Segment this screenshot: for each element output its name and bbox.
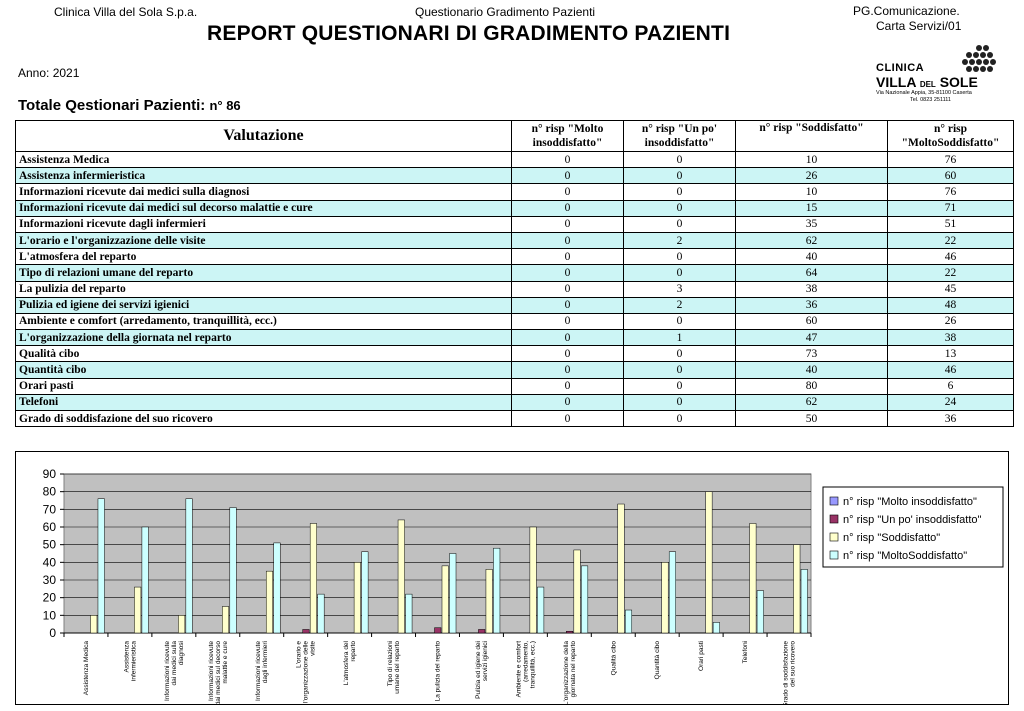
chart-container	[15, 451, 1009, 705]
row-value: 0	[512, 313, 624, 329]
logo-del: DEL	[919, 80, 936, 89]
table-row	[16, 378, 1014, 394]
row-value: 10	[736, 184, 888, 200]
bar	[98, 499, 105, 633]
bar	[178, 615, 185, 633]
table-row	[16, 346, 1014, 362]
row-value: 0	[512, 411, 624, 427]
row-value: 36	[888, 411, 1014, 427]
row-label: Informazioni ricevute dai medici sul decorso malattie e cure	[16, 200, 512, 216]
row-label: Informazioni ricevute dai medici sulla diagnosi	[16, 184, 512, 200]
row-value: 60	[736, 313, 888, 329]
legend-swatch	[830, 515, 838, 523]
row-value: 0	[512, 184, 624, 200]
report-year: Anno: 2021	[18, 66, 80, 80]
row-value: 48	[888, 297, 1014, 313]
bar	[406, 594, 413, 633]
x-tick-label: Tipo di relazioniumane del reparto	[387, 641, 402, 694]
header-molto-soddisfatto: n° risp "MoltoSoddisfatto"	[888, 121, 1014, 152]
row-label: Grado di soddisfazione del suo ricovero	[16, 411, 512, 427]
y-tick-label: 30	[42, 573, 56, 587]
bar	[713, 622, 720, 633]
row-value: 26	[736, 168, 888, 184]
bar	[794, 545, 801, 633]
row-value: 0	[512, 362, 624, 378]
row-value: 0	[512, 330, 624, 346]
row-value: 46	[888, 249, 1014, 265]
table-row	[16, 265, 1014, 281]
bar	[90, 615, 97, 633]
bar	[530, 527, 537, 633]
row-value: 0	[624, 265, 736, 281]
row-label: Pulizia ed igiene dei servizi igienici	[16, 297, 512, 313]
row-value: 38	[888, 330, 1014, 346]
table-row	[16, 152, 1014, 168]
logo-sole: SOLE	[939, 74, 978, 90]
y-tick-label: 60	[42, 520, 56, 534]
bar	[581, 566, 588, 633]
row-value: 64	[736, 265, 888, 281]
x-tick-label: Informazioni ricevutedai medici sulladiagnosi	[163, 641, 185, 701]
bar	[478, 629, 485, 633]
x-tick-label: L'orario el'organizzazione dellevisite	[295, 641, 317, 703]
legend-swatch	[830, 551, 838, 559]
table-row	[16, 168, 1014, 184]
bar	[486, 569, 493, 633]
bar	[706, 492, 713, 633]
x-tick-label: Ambiente e comfort(arredamento,tranquillità, ecc.)	[515, 641, 537, 698]
row-value: 0	[624, 362, 736, 378]
row-value: 50	[736, 411, 888, 427]
page-title: REPORT QUESTIONARI DI GRADIMENTO PAZIENTI	[207, 22, 731, 45]
row-value: 80	[736, 378, 888, 394]
row-value: 0	[512, 216, 624, 232]
row-value: 47	[736, 330, 888, 346]
legend-entry: n° risp "Molto insoddisfatto"	[843, 496, 977, 508]
bar	[310, 523, 317, 633]
table-row	[16, 281, 1014, 297]
table-row	[16, 297, 1014, 313]
y-tick-label: 70	[42, 502, 56, 517]
bar	[274, 543, 281, 633]
bar	[450, 554, 457, 634]
x-tick-label: Quantità cibo	[654, 641, 662, 680]
bar	[354, 562, 361, 633]
bar	[669, 552, 676, 633]
bar	[186, 499, 193, 633]
row-value: 0	[512, 152, 624, 168]
logo-line1: CLINICA	[876, 62, 925, 74]
x-tick-label: Informazioni ricevutedai medici sul decorsomalattie e cure	[207, 641, 229, 704]
row-value: 60	[888, 168, 1014, 184]
row-value: 24	[888, 394, 1014, 410]
row-label: Ambiente e comfort (arredamento, tranquillità, ecc.)	[16, 313, 512, 329]
bar	[750, 523, 757, 633]
table-row	[16, 411, 1014, 427]
y-tick-label: 20	[42, 590, 56, 605]
total-questionnaires	[18, 97, 241, 114]
bar	[398, 520, 405, 633]
row-value: 45	[888, 281, 1014, 297]
table-row	[16, 394, 1014, 410]
row-label: L'atmosfera del reparto	[16, 249, 512, 265]
logo-dots-icon	[956, 44, 1002, 78]
total-value: n° 86	[209, 98, 241, 113]
bar	[134, 587, 141, 633]
x-tick-label: La pulizia del reparto	[434, 641, 442, 702]
row-value: 40	[736, 362, 888, 378]
row-value: 0	[512, 394, 624, 410]
row-value: 0	[512, 200, 624, 216]
row-label: Qualità cibo	[16, 346, 512, 362]
row-value: 3	[624, 281, 736, 297]
row-value: 0	[512, 281, 624, 297]
x-tick-label: Orari pasti	[698, 641, 706, 671]
table-row	[16, 184, 1014, 200]
row-label: Informazioni ricevute dagli infermieri	[16, 216, 512, 232]
bar	[537, 587, 544, 633]
bar	[801, 569, 808, 633]
header-un-po-insoddisfatto: n° risp "Un po' insoddisfatto"	[624, 121, 736, 152]
row-label: Tipo di relazioni umane del reparto	[16, 265, 512, 281]
bar	[362, 552, 369, 633]
table-row	[16, 200, 1014, 216]
row-value: 0	[624, 184, 736, 200]
logo-villa: VILLA	[876, 74, 916, 90]
table-row	[16, 313, 1014, 329]
row-value: 10	[736, 152, 888, 168]
total-label: Totale Qestionari Pazienti:	[18, 97, 206, 114]
bar	[574, 550, 581, 633]
table-header-row	[16, 121, 1014, 152]
row-value: 0	[512, 346, 624, 362]
row-value: 40	[736, 249, 888, 265]
row-value: 6	[888, 378, 1014, 394]
x-tick-label: Assistenzainfermieristica	[123, 641, 138, 682]
table-row	[16, 249, 1014, 265]
row-label: La pulizia del reparto	[16, 281, 512, 297]
row-value: 0	[512, 232, 624, 248]
y-tick-label: 90	[42, 467, 56, 481]
row-value: 76	[888, 152, 1014, 168]
row-value: 0	[512, 168, 624, 184]
plot-area	[64, 474, 811, 633]
table-body	[16, 152, 1014, 427]
bar	[266, 571, 273, 633]
logo-phone: Tel. 0823 251111	[910, 97, 951, 103]
results-table	[15, 120, 1014, 427]
row-value: 2	[624, 232, 736, 248]
row-value: 0	[512, 297, 624, 313]
legend-entry: n° risp "MoltoSoddisfatto"	[843, 550, 968, 562]
logo-line2	[876, 74, 978, 90]
row-value: 0	[624, 394, 736, 410]
bar	[493, 548, 500, 633]
row-value: 0	[624, 200, 736, 216]
row-value: 0	[624, 152, 736, 168]
clinic-logo	[874, 44, 1014, 106]
row-value: 62	[736, 232, 888, 248]
row-value: 22	[888, 265, 1014, 281]
bar	[442, 566, 449, 633]
row-value: 51	[888, 216, 1014, 232]
row-value: 0	[624, 313, 736, 329]
bar	[222, 607, 229, 634]
header-molto-insoddisfatto: n° risp "Molto insoddisfatto"	[512, 121, 624, 152]
legend-swatch	[830, 497, 838, 505]
header-valutazione: Valutazione	[16, 121, 512, 152]
row-value: 0	[624, 249, 736, 265]
row-value: 62	[736, 394, 888, 410]
legend-entry: n° risp "Soddisfatto"	[843, 532, 941, 544]
row-value: 38	[736, 281, 888, 297]
row-value: 0	[512, 378, 624, 394]
row-value: 46	[888, 362, 1014, 378]
document-code-line2: Carta Servizi/01	[876, 19, 962, 33]
legend-entry: n° risp "Un po' insoddisfatto"	[843, 514, 982, 526]
x-tick-label: Qualità cibo	[610, 641, 618, 676]
row-value: 35	[736, 216, 888, 232]
x-tick-label: Pulizia ed igiene deiservizi igienici	[474, 641, 489, 699]
logo-address: Via Nazionale Appia, 35-81100 Caserta	[876, 90, 972, 96]
bar	[566, 631, 573, 633]
row-value: 0	[624, 216, 736, 232]
bar-chart	[16, 452, 1008, 704]
row-label: Assistenza Medica	[16, 152, 512, 168]
document-code-line1: PG.Comunicazione.	[853, 4, 960, 18]
row-label: Orari pasti	[16, 378, 512, 394]
x-tick-label: Assistenza Medica	[82, 641, 90, 696]
x-tick-label: L'organizzazione dellagiornata nel reparto	[562, 641, 577, 704]
table-row	[16, 330, 1014, 346]
bar	[318, 594, 325, 633]
y-tick-label: 50	[42, 537, 56, 552]
bar	[435, 628, 442, 633]
row-value: 36	[736, 297, 888, 313]
row-value: 0	[624, 411, 736, 427]
x-tick-label: Grado di soddisfazionedel suo ricovero	[782, 641, 797, 704]
y-tick-label: 10	[42, 608, 56, 623]
document-type: Questionario Gradimento Pazienti	[415, 5, 596, 19]
row-label: Telefoni	[16, 394, 512, 410]
row-value: 76	[888, 184, 1014, 200]
row-value: 15	[736, 200, 888, 216]
y-tick-label: 0	[49, 626, 56, 640]
row-value: 73	[736, 346, 888, 362]
row-value: 0	[512, 265, 624, 281]
company-name: Clinica Villa del Sola S.p.a.	[54, 5, 198, 19]
table-row	[16, 362, 1014, 378]
bar	[618, 504, 625, 633]
table-row	[16, 232, 1014, 248]
row-value: 2	[624, 297, 736, 313]
row-value: 26	[888, 313, 1014, 329]
header-soddisfatto: n° risp "Soddisfatto"	[736, 121, 888, 152]
x-tick-label: Informazioni ricevutedagli infermieri	[255, 641, 270, 701]
row-value: 0	[512, 249, 624, 265]
bar	[230, 508, 237, 633]
row-label: Quantità cibo	[16, 362, 512, 378]
x-tick-label: Telefoni	[742, 641, 750, 664]
bar	[303, 629, 310, 633]
y-tick-label: 40	[42, 555, 56, 570]
bar	[142, 527, 149, 633]
bar	[625, 610, 632, 633]
row-label: L'orario e l'organizzazione delle visite	[16, 232, 512, 248]
bar	[662, 562, 669, 633]
row-value: 0	[624, 378, 736, 394]
row-value: 0	[624, 346, 736, 362]
row-value: 1	[624, 330, 736, 346]
row-label: L'organizzazione della giornata nel reparto	[16, 330, 512, 346]
row-label: Assistenza infermieristica	[16, 168, 512, 184]
bar	[757, 591, 764, 633]
legend-swatch	[830, 533, 838, 541]
x-tick-label: L'atmosfera delreparto	[343, 641, 358, 686]
row-value: 13	[888, 346, 1014, 362]
row-value: 22	[888, 232, 1014, 248]
row-value: 71	[888, 200, 1014, 216]
y-tick-label: 80	[42, 484, 56, 499]
row-value: 0	[624, 168, 736, 184]
table-row	[16, 216, 1014, 232]
